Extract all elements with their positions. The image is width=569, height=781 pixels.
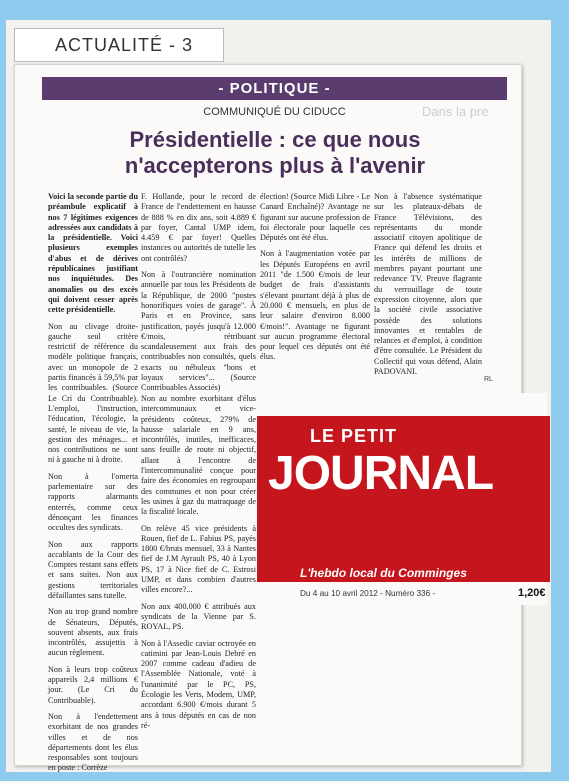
masthead-le-petit: LE PETIT (310, 426, 398, 446)
issue-info: Du 4 au 10 avril 2012 - Numéro 336 - (300, 589, 436, 598)
paragraph: élection! (Source Midi Libre - Le Canard Enchaîné)? Avantage ne figurant sur aucune profession de foi électorale pour laquelle ces Députés ont été élus. (260, 192, 370, 243)
paragraph: Non aux rapports accablants de la Cour des Comptes restant sans effets et sans suites. Non aux gestions territoriales défaillantes sans tutelle. (48, 539, 138, 600)
paragraph: Non à l'Assedic caviar octroyée en catimini par Jean-Louis Debré en 2007 comme cadeau d'adieu de l'Assemblée Nationale, voté à l'unanimité par le PC, PS, Écologie les Verts, Modem, UMP, accordant 6.900 €/mois durant 5 ans à tous députés en cas de non ré- (141, 638, 256, 730)
paragraph: Non au trop grand nombre de Sénateurs, Députés, souvent absents, aux frais incontrôlés, assujettis à aucun règlement. (48, 607, 138, 658)
intro-paragraph: Voici la seconde partie du préambule explicatif à nos 7 légitimes exigences adressées aux candidats à la présidentielle. Voici plusieurs exemples d'abus et de dérives républicaines justifiant nos inquiétudes. Des anomalies ou des excès qui doivent cesser après cette présidentielle. (48, 192, 138, 315)
article-source: COMMUNIQUÉ DU CIDUCC (203, 106, 346, 118)
article-headline: Présidentielle : ce que nous n'accepterons plus à l'avenir (124, 127, 426, 178)
signature-mark: RL (484, 376, 493, 383)
masthead-journal: JOURNAL (268, 447, 494, 500)
issue-price: 1,20€ (518, 587, 546, 599)
paragraph: Non à leurs trop coûteux appareils 2,4 millions € jour. (Le Cri du Contribuable). (48, 664, 138, 705)
rubric-band: - POLITIQUE - (42, 77, 507, 100)
paragraph: Non à l'endettement exorbitant de nos grandes villes et de nos départements dont les élus responsables sont toujours en poste : Corrèze (48, 711, 138, 773)
paragraph: Non au nombre exorbitant d'élus intercommunaux et vice-présidents coûteux, 279% de hausse salariale en 9 ans, incontrôlés, inutiles, inefficaces, sans feuille de route ni objectif, allant à l'encontre de l'intercommunalité conçue pour faire des économies en regroupant des communes et non pour créer les usines à gaz du matraquage de la fiscalité locale. (141, 394, 256, 517)
paragraph: Non aux 400.000 € attribués aux syndicats de la Vienne par S. ROYAL, PS. (141, 601, 256, 632)
article-column-2-lower (141, 394, 256, 754)
bleed-through-text: Dans la pre (422, 104, 489, 119)
masthead-tagline: L'hebdo local du Comminges (300, 566, 467, 580)
paragraph: Non à l'augmentation votée par les Députés Européens en avril 2011 "de 1.500 €/mois de leur budget de frais d'assistants s'élevant pourtant déjà à plus de 20.000 € mensuels, en plus de leur salaire d'environ 8.000 €/mois!". Avantage ne figurant sur aucun programme électoral pour lequel ces députés ont été élus. (260, 249, 370, 362)
paragraph: Non à l'absence systématique sur les plateaux-débats de France Télévisions, des représentants du monde associatif citoyen apolitique de France qui défend les droits et les intérêts de millions de membres payant pourtant une redevance TV. Preuve flagrante du verrouillage de toute expression citoyenne, alors que la société civile associative possède des solutions innovantes et rentables de relances et d'emploi, à condition d'être consultée. Le Président du Collectif qui vous défend, Alain PADOVANI. (374, 192, 482, 377)
article-column-3 (260, 192, 370, 390)
paragraph: Non à l'omerta parlementaire sur des rapports alarmants enterrés, comme ceux dénonçant les finances occultes des syndicats. (48, 471, 138, 533)
article-column-4 (374, 192, 482, 390)
paragraph: Non au clivage droite-gauche seul critère restrictif de référence du modèle politique français, avec un monopole de 2 partis financés à 59,5% par les contribuables. (Source Le Cri du Contribuable). L'emploi, l'instruction, l'éducation, l'écologie, la santé, le niveau de vie, la gestion des ménages... et nos contributions ne sont ni à gauche ni à droite. (48, 321, 138, 465)
paragraph: F. Hollande, pour le record de France de l'endettement en hausse de 888 % en dix ans, soit 4.889 € par foyer, Cantal UMP idem, 4.459 € par foyer! Quelles instances ou autorités de tutelle les ont contrôlés? (141, 192, 256, 263)
section-label: ACTUALITÉ - 3 (14, 28, 224, 62)
paragraph: Non à l'outrancière nomination annuelle par tous les Présidents de la République, de 2000 "postes honorifiques voies de garage". À Paris et en Province, sans justification, payés jusqu'à 12.000 €/mois, rétribuant scandaleusement aux frais des contribuables non consultés, quels exacts ou nébuleux "bons et loyaux services"... (Source Contribuables Associés) (141, 270, 256, 393)
article-column-1 (48, 192, 138, 773)
paragraph: On relève 45 vice présidents à Rouen, fief de L. Fabius PS, payés 1800 €/bruts mensuel, 33 à Nantes fief de J.M Ayrault PS, 40 à Lyon PS, 17 à Nice fief de C. Estrosi UMP, et dans combien d'autres villes encore?... (141, 523, 256, 595)
